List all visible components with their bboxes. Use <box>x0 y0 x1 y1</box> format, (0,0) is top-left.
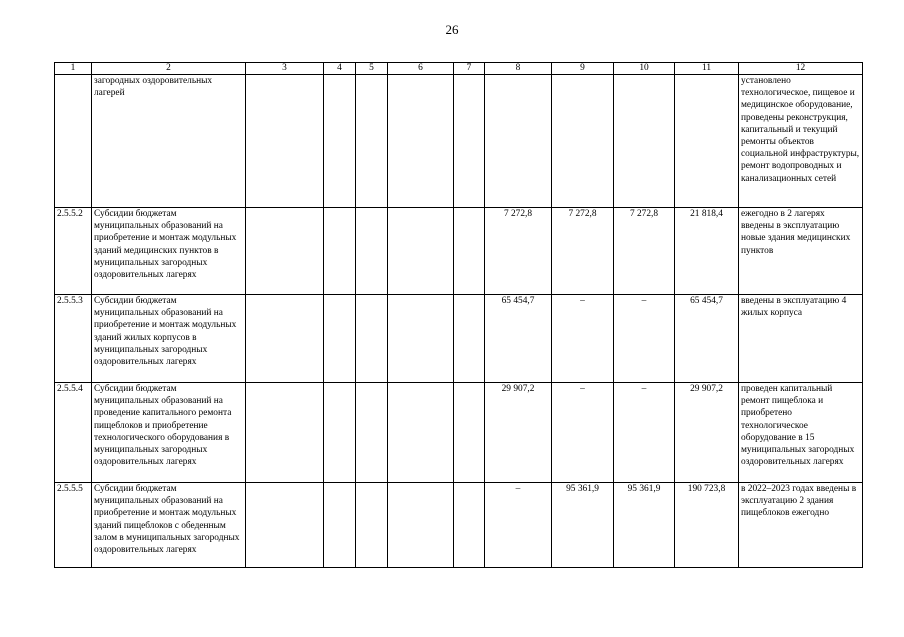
table-row <box>55 483 863 568</box>
table-cell <box>324 208 356 295</box>
table-cell <box>388 75 454 208</box>
value-cell: 95 361,9 <box>552 483 614 568</box>
value-cell: 29 907,2 <box>485 383 552 483</box>
value-cell: 65 454,7 <box>485 295 552 383</box>
column-header: 2 <box>92 63 246 75</box>
column-header: 5 <box>356 63 388 75</box>
column-header: 7 <box>454 63 485 75</box>
total-cell: 21 818,4 <box>675 208 739 295</box>
value-cell: 7 272,8 <box>485 208 552 295</box>
table-cell <box>388 208 454 295</box>
table-cell <box>356 208 388 295</box>
value-cell: 7 272,8 <box>614 208 675 295</box>
column-header: 6 <box>388 63 454 75</box>
header-row <box>55 63 863 75</box>
result-cell: ежегодно в 2 лагерях введены в эксплуатацию новые здания медицинских пунктов <box>739 208 863 295</box>
value-cell: – <box>552 295 614 383</box>
row-code: 2.5.5.2 <box>55 208 92 295</box>
value-cell: – <box>614 383 675 483</box>
table-cell <box>324 383 356 483</box>
row-description: загородных оздоровительных лагерей <box>92 75 246 208</box>
program-table <box>54 62 863 568</box>
table-row <box>55 383 863 483</box>
table-cell <box>388 295 454 383</box>
column-header: 10 <box>614 63 675 75</box>
row-code: 2.5.5.5 <box>55 483 92 568</box>
row-description: Субсидии бюджетам муниципальных образований на приобретение и монтаж модульных зданий пищеблоков с обеденным залом в муниципальных загородных оздоровительных лагерях <box>92 483 246 568</box>
table-cell <box>356 483 388 568</box>
total-cell: 65 454,7 <box>675 295 739 383</box>
result-cell: установлено технологическое, пищевое и медицинское оборудование, проведены реконструкция, капитальный и текущий ремонты объектов социальной инфраструктуры, ремонт водопроводных и канализационных сетей <box>739 75 863 208</box>
table-cell <box>356 383 388 483</box>
table-cell <box>246 383 324 483</box>
table-cell <box>454 75 485 208</box>
table-cell <box>388 483 454 568</box>
column-header: 11 <box>675 63 739 75</box>
value-cell: – <box>552 383 614 483</box>
total-cell: 190 723,8 <box>675 483 739 568</box>
table-row <box>55 208 863 295</box>
total-cell: 29 907,2 <box>675 383 739 483</box>
table-cell <box>246 483 324 568</box>
table-cell <box>388 383 454 483</box>
page-number: 26 <box>445 22 459 37</box>
value-cell: – <box>614 295 675 383</box>
result-cell: введены в эксплуатацию 4 жилых корпуса <box>739 295 863 383</box>
row-description: Субсидии бюджетам муниципальных образований на проведение капитального ремонта пищеблоков и приобретение технологического оборудования в муниципальных загородных оздоровительных лагерях <box>92 383 246 483</box>
column-header: 12 <box>739 63 863 75</box>
table-cell <box>454 208 485 295</box>
row-code: 2.5.5.4 <box>55 383 92 483</box>
result-cell: проведен капитальный ремонт пищеблока и приобретено технологическое оборудование в 15 муниципальных загородных оздоровительных лагерях <box>739 383 863 483</box>
value-cell: – <box>485 483 552 568</box>
table-cell <box>356 295 388 383</box>
table-row <box>55 75 863 208</box>
table-cell <box>356 75 388 208</box>
result-cell: в 2022–2023 годах введены в эксплуатацию 2 здания пищеблоков ежегодно <box>739 483 863 568</box>
table-cell <box>324 483 356 568</box>
column-header: 9 <box>552 63 614 75</box>
row-code: 2.5.5.3 <box>55 295 92 383</box>
table-cell <box>246 295 324 383</box>
table-cell <box>454 295 485 383</box>
total-cell <box>675 75 739 208</box>
row-description: Субсидии бюджетам муниципальных образований на приобретение и монтаж модульных зданий медицинских пунктов в муниципальных загородных оздоровительных лагерях <box>92 208 246 295</box>
value-cell: 95 361,9 <box>614 483 675 568</box>
table-cell <box>246 208 324 295</box>
table-cell <box>324 295 356 383</box>
table-row <box>55 295 863 383</box>
table-cell <box>454 383 485 483</box>
column-header: 8 <box>485 63 552 75</box>
value-cell <box>485 75 552 208</box>
column-header: 1 <box>55 63 92 75</box>
table-cell <box>246 75 324 208</box>
column-header: 4 <box>324 63 356 75</box>
row-description: Субсидии бюджетам муниципальных образований на приобретение и монтаж модульных зданий жилых корпусов в муниципальных загородных оздоровительных лагерях <box>92 295 246 383</box>
column-header: 3 <box>246 63 324 75</box>
table-cell <box>324 75 356 208</box>
row-code <box>55 75 92 208</box>
table-cell <box>454 483 485 568</box>
value-cell <box>614 75 675 208</box>
value-cell: 7 272,8 <box>552 208 614 295</box>
value-cell <box>552 75 614 208</box>
